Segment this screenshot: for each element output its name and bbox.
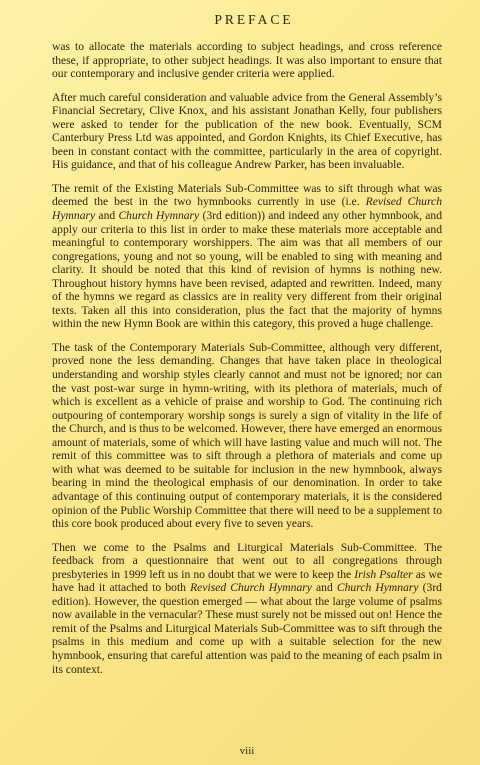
text-run: was to allocate the materials according to subject headings, and cross reference these, if appropriate, to other subject headings. It was also important to ensure that our contemporary and inclusive gender criteria were applied. bbox=[52, 40, 442, 81]
paragraph bbox=[52, 541, 442, 676]
italic-title: Church Hymnary bbox=[336, 581, 419, 595]
paragraph bbox=[52, 40, 442, 81]
text-run: Then we come to the Psalms and Liturgical Materials Sub-Committee. The feedback from a questionnaire that went out to all congregations through presbyteries in 1999 left us in no doubt that we were to keep the bbox=[52, 540, 442, 581]
paragraph bbox=[52, 91, 442, 172]
text-run: After much careful consideration and valuable advice from the General Assembly’s Financial Secretary, Clive Knox, and his assistant Jonathan Kelly, four publishers were asked to tender for the publication of the new book. Eventually, SCM Canterbury Press Ltd was appointed, and Gordon Knights, its Chief Executive, has been in constant contact with the committee, particularly in the area of copyright. His guidance, and that of his colleague Andrew Parker, has been invaluable. bbox=[52, 90, 442, 172]
text-run: (3rd edition). However, the question emerged — what about the large volume of psalms now available in the vernacular? These must surely not be missed out on! Hence the remit of the Psalms and Liturgical Materials Sub-Committee was to sift through the psalms in this medium and come up with a suitable selection for the new hymnbook, ensuring that careful attention was paid to the meaning of each psalm in its context. bbox=[52, 581, 442, 676]
text-run: The remit of the Existing Materials Sub-Committee was to sift through what was deemed the best in the two hymnbooks currently in use (i.e. bbox=[52, 181, 442, 209]
text-run: The task of the Contemporary Materials Sub-Committee, although very different, proved none the less demanding. Changes that have taken place in theological understanding and worship styles clearly cannot and must not be ignored; nor can the vast post-war surge in hymn-writing, with its plethora of materials, much of which is excellent as a vehicle of praise and worship to God. The continuing rich outpouring of contemporary worship songs is surely a sign of vitality in the life of the Church, and is thus to be welcomed. However, there have emerged an enormous amount of materials, some of which will have lasting value and much will not. The remit of this committee was to sift through a plethora of materials and come up with what was deemed to be suitable for inclusion in the new hymnbook, always bearing in mind the theological emphasis of our denomination. In order to take advantage of this continuing output of contemporary materials, it is the considered opinion of the Public Worship Committee that there will need to be a supplement to this core book produced about every five to seven years. bbox=[52, 340, 442, 531]
italic-title: Revised Church Hymnary bbox=[190, 581, 312, 595]
italic-title: Church Hymnary bbox=[118, 209, 200, 223]
paragraph bbox=[52, 341, 442, 531]
text-run: (3rd edition)) and indeed any other hymnbook, and apply our criteria to this list in order to make these materials more acceptable and meaningful to contemporary worshippers. The aim was that all members of our congregations, young and not so young, will be enabled to sing with meaning and clarity. It should be noted that this kind of revision of hymns is nothing new. Throughout history hymns have been revised, adapted and rewritten. Indeed, many of the hymns we regard as classics are in reality very different from their original texts. Taken all this into consideration, plus the fact that the majority of hymns within the new Hymn Book are within this category, this proved a huge challenge. bbox=[52, 209, 442, 331]
text-run: as we have had it attached to both bbox=[52, 567, 442, 595]
body-text bbox=[52, 40, 442, 676]
text-run: and bbox=[95, 209, 119, 223]
page-title: PREFACE bbox=[214, 12, 294, 27]
page-number: viii bbox=[239, 745, 255, 757]
italic-title: Revised Church Hymnary bbox=[52, 195, 442, 223]
italic-title: Irish Psalter bbox=[354, 567, 413, 581]
text-run: and bbox=[311, 581, 337, 595]
paragraph bbox=[52, 182, 442, 331]
